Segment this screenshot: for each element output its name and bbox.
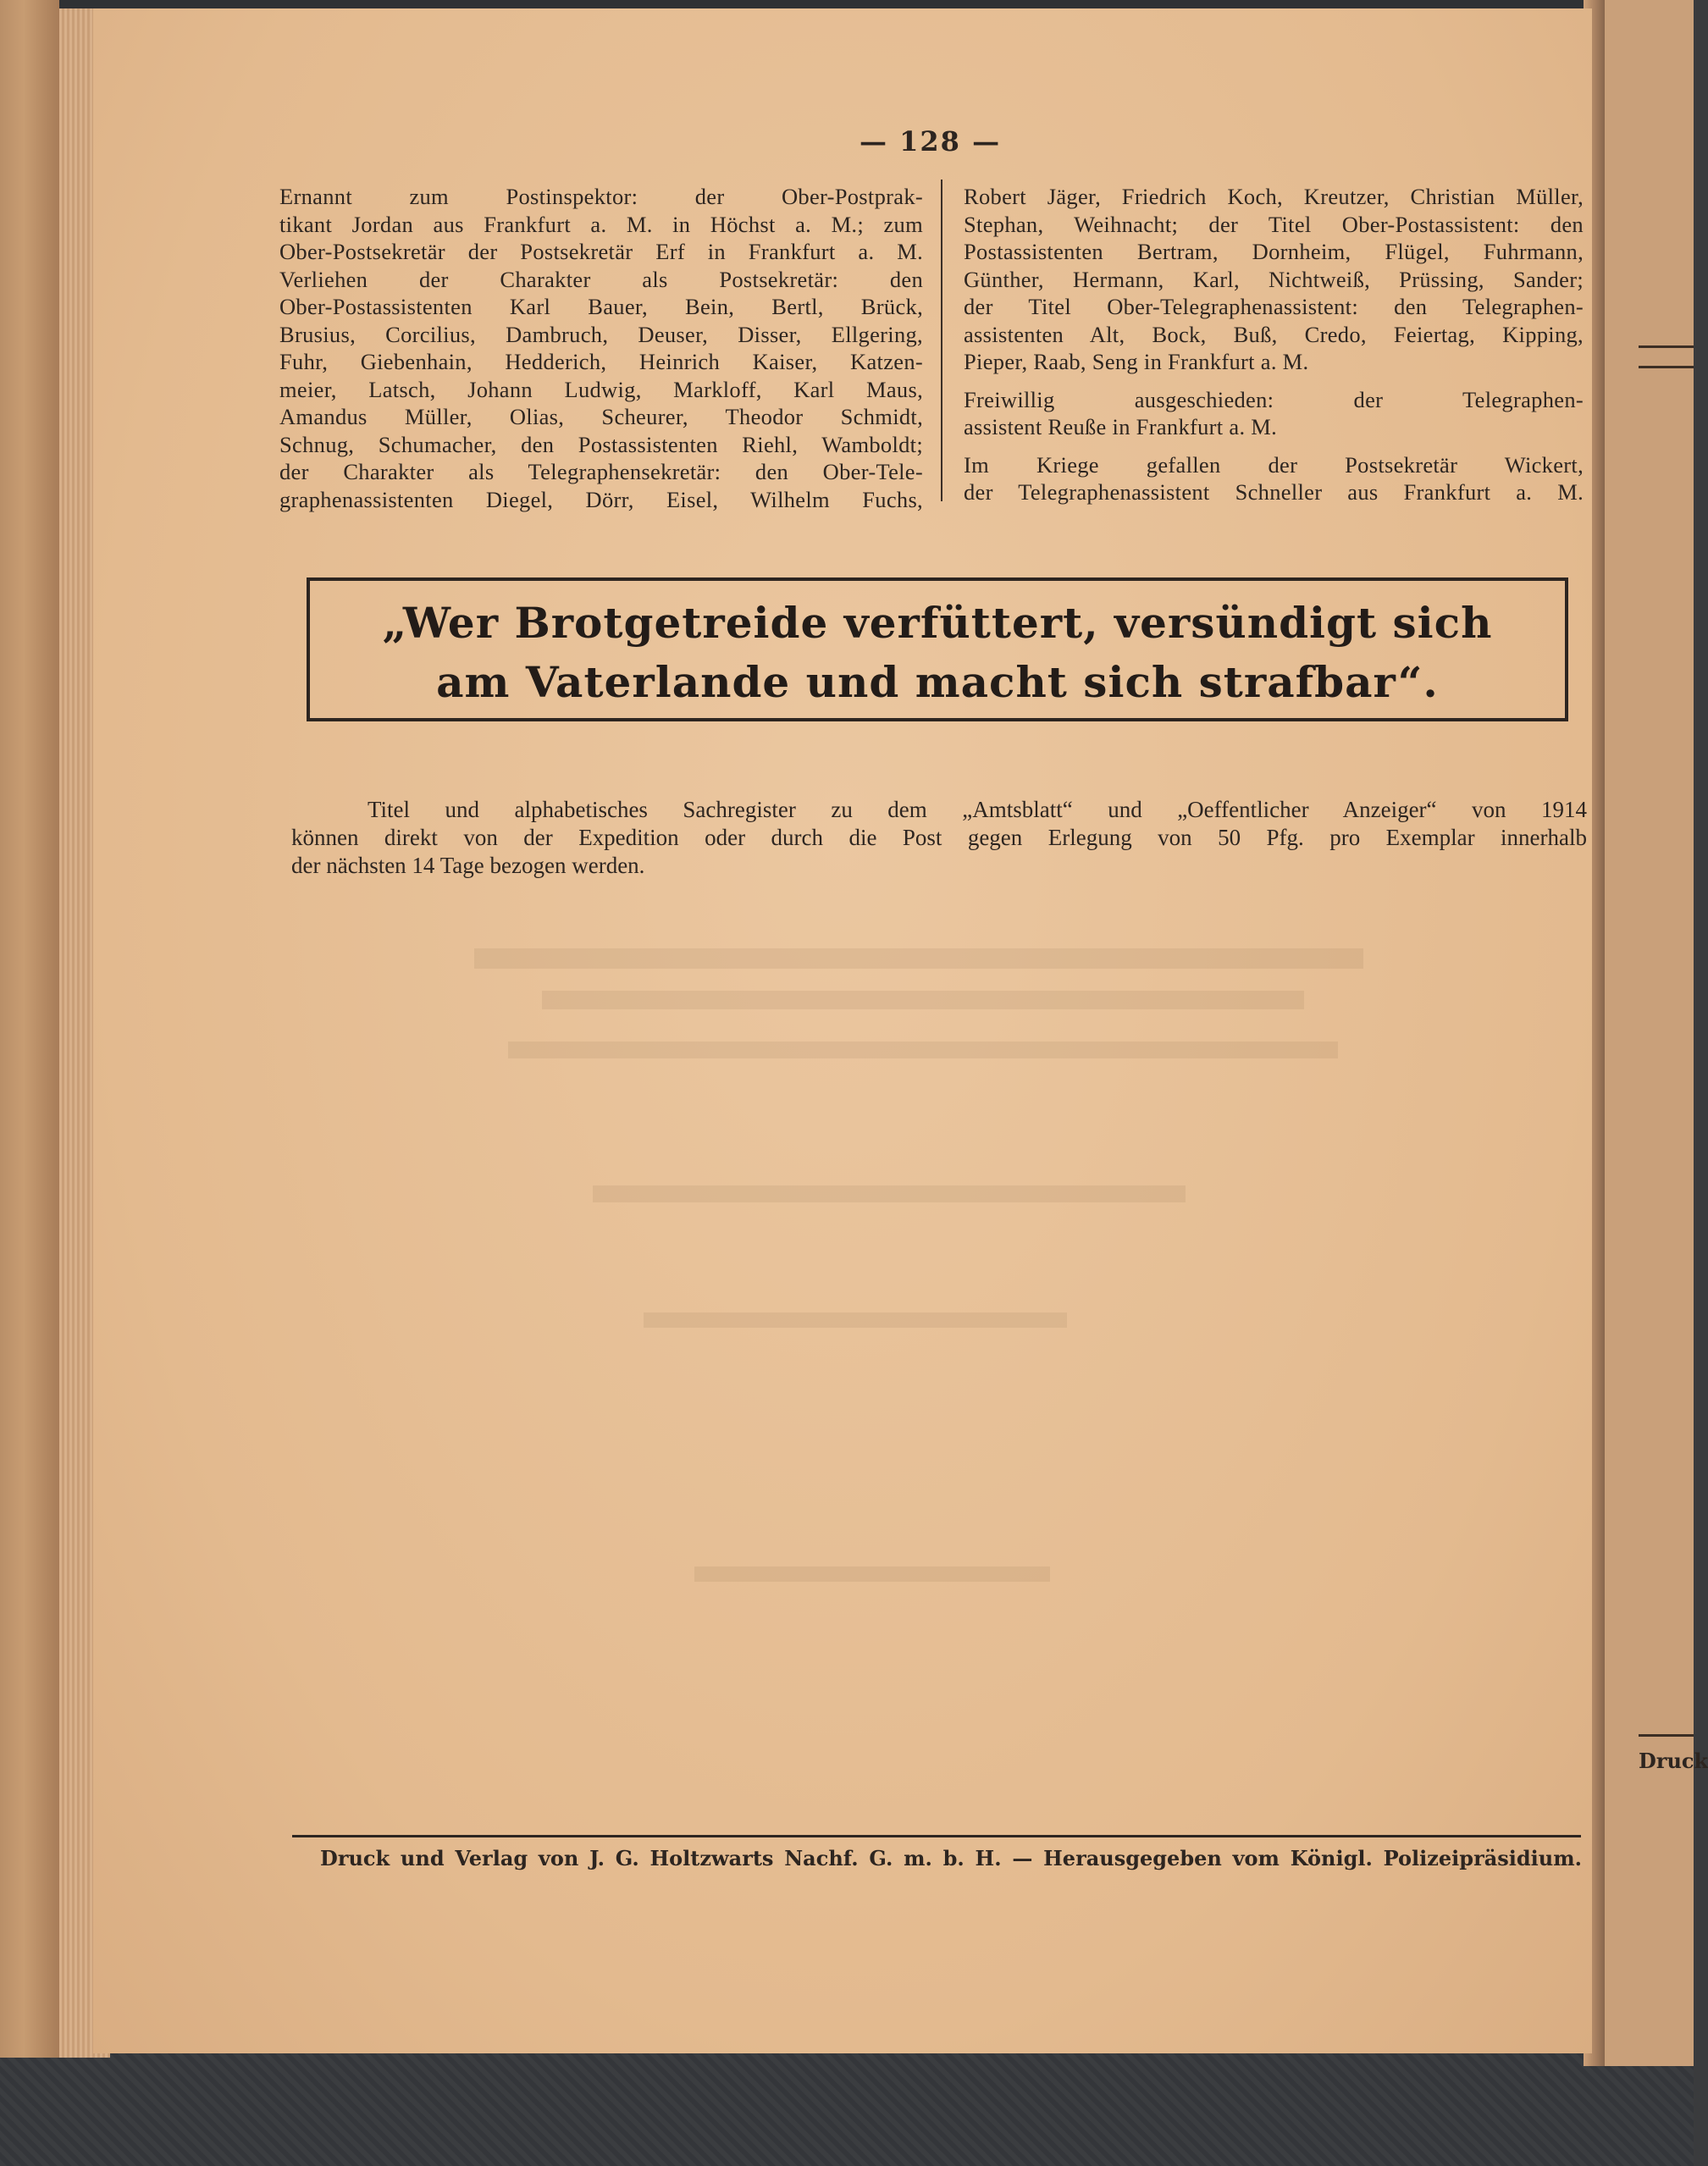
text-line: Titel und alphabetisches Sachregister zu dem „Amtsblatt“ und „Oeffentlicher Anzeiger“ von 1914 (368, 797, 1587, 822)
bleed-through (644, 1312, 1067, 1328)
text-line: Robert Jäger, Friedrich Koch, Kreutzer, Christian Müller, (964, 184, 1584, 209)
text-line: assistent Reuße in Frankfurt a. M. (964, 414, 1278, 439)
left-column (279, 183, 923, 513)
bleed-through (694, 1566, 1050, 1582)
bleed-through (474, 948, 1363, 969)
imprint-footer: Druck und Verlag von J. G. Holtzwarts Nachf. G. m. b. H. — Herausgegeben vom Königl. Polizeipräsidium. (320, 1846, 1582, 1870)
text-line: Ober-Postsekretär der Postsekretär Erf in Frankfurt a. M. (279, 239, 923, 264)
text-line: Verliehen der Charakter als Postsekretär: den (279, 266, 923, 292)
text-line: Pieper, Raab, Seng in Frankfurt a. M. (964, 349, 1309, 374)
notice-line-1: „Wer Brotgetreide verfüttert, versündigt sich (382, 598, 1493, 648)
notice-box (307, 577, 1568, 721)
text-line: der Charakter als Telegraphensekretär: den Ober-Tele- (279, 459, 923, 484)
facing-page-rule (1639, 366, 1694, 368)
text-line: Ernannt zum Postinspektor: der Ober-Postprak- (279, 184, 923, 209)
footer-rule (292, 1835, 1581, 1837)
text-line: Fuhr, Giebenhain, Hedderich, Heinrich Kaiser, Katzen- (279, 349, 923, 374)
facing-page-rule (1639, 1734, 1694, 1737)
catalog-notice (291, 796, 1587, 880)
text-line: Ober-Postassistenten Karl Bauer, Bein, Bertl, Brück, (279, 294, 923, 319)
column-divider (941, 180, 942, 501)
text-line: Brusius, Corcilius, Dambruch, Deuser, Disser, Ellgering, (279, 321, 923, 347)
page-number: — 128 — (860, 125, 1002, 157)
bleed-through (593, 1185, 1186, 1202)
text-line: Stephan, Weihnacht; der Titel Ober-Postassistent: den (964, 211, 1584, 237)
book-edge-left (0, 0, 59, 2058)
facing-page-rule (1639, 345, 1694, 348)
bleed-through (542, 991, 1304, 1009)
notice-line-2: am Vaterlande und macht sich strafbar“. (436, 657, 1439, 707)
text-line: meier, Latsch, Johann Ludwig, Markloff, Karl Maus, (279, 376, 923, 402)
text-line: der nächsten 14 Tage bezogen werden. (291, 853, 645, 878)
bleed-through (508, 1042, 1338, 1058)
text-line: tikant Jordan aus Frankfurt a. M. in Höchst a. M.; zum (279, 211, 923, 237)
text-line: Im Kriege gefallen der Postsekretär Wickert, (964, 451, 1584, 478)
right-column (964, 183, 1584, 506)
text-line: Postassistenten Bertram, Dornheim, Flügel, Fuhrmann, (964, 239, 1584, 264)
text-line: graphenassistenten Diegel, Dörr, Eisel, Wilhelm Fuchs, (279, 486, 923, 512)
text-line: können direkt von der Expedition oder durch die Post gegen Erlegung von 50 Pfg. pro Exemplar innerhalb (291, 825, 1587, 850)
text-line: assistenten Alt, Bock, Buß, Credo, Feiertag, Kipping, (964, 321, 1584, 347)
text-line: Freiwillig ausgeschieden: der Telegraphen- (964, 386, 1584, 412)
text-line: der Titel Ober-Telegraphenassistent: den Telegraphen- (964, 294, 1584, 319)
facing-page-text: Druck (1639, 1749, 1708, 1773)
text-line: Günther, Hermann, Karl, Nichtweiß, Prüssing, Sander; (964, 266, 1584, 292)
text-line: Schnug, Schumacher, den Postassistenten Riehl, Wamboldt; (279, 431, 923, 457)
text-line: der Telegraphenassistent Schneller aus Frankfurt a. M. (964, 479, 1584, 505)
text-line: Amandus Müller, Olias, Scheurer, Theodor Schmidt, (279, 404, 923, 429)
